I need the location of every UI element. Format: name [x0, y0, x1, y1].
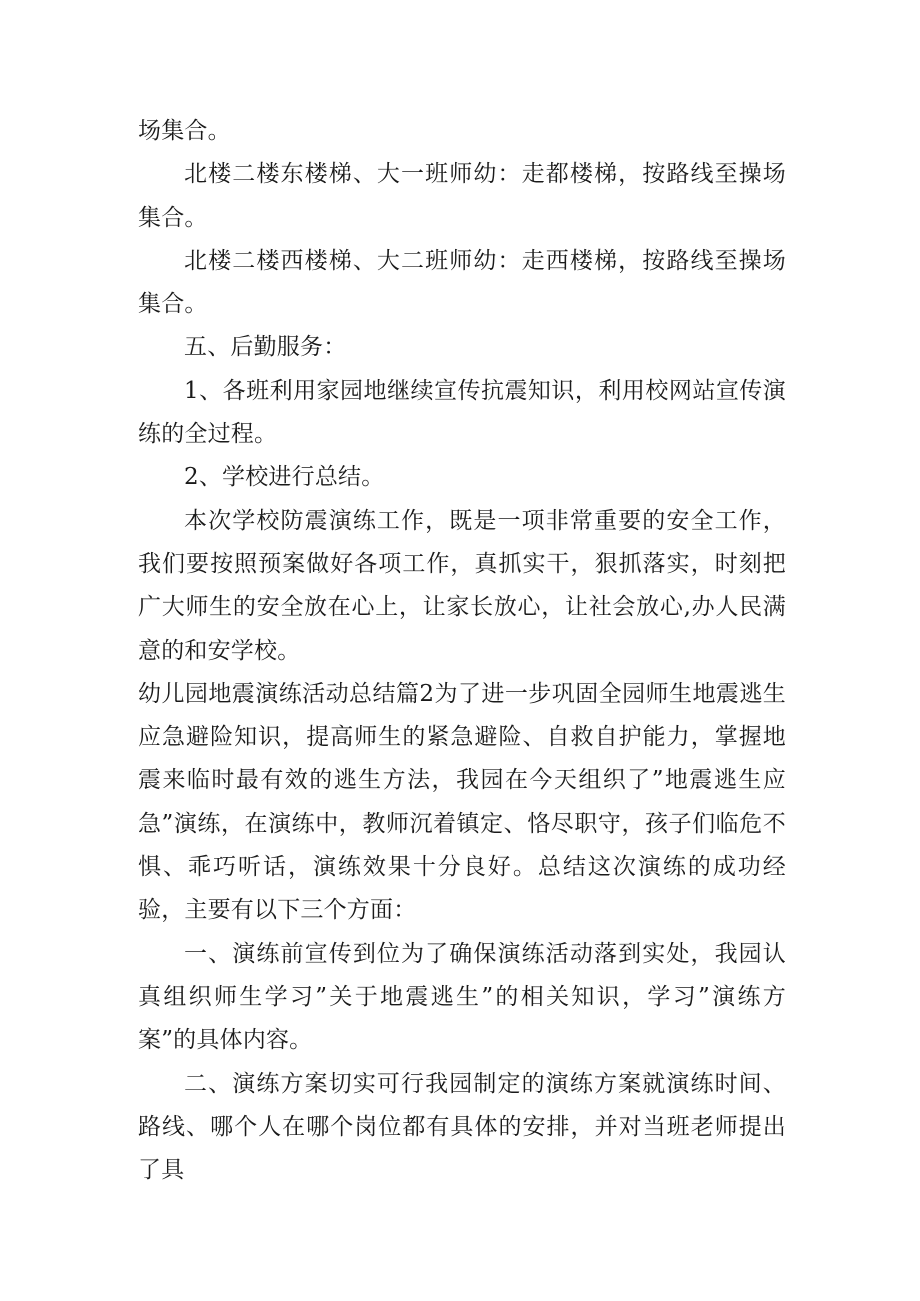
- document-body: [138, 110, 786, 1192]
- paragraph-point-1: 一、演练前宣传到位为了确保演练活动落到实处，我园认真组织师生学习”关于地震逃生”的相关知识，学习”演练方案”的具体内容。: [138, 940, 786, 1054]
- paragraph-logistics-item-1: 1、各班利用家园地继续宣传抗震知识，利用校网站宣传演练的全过程。: [138, 377, 786, 448]
- paragraph-north-east-stairs: 北楼二楼东楼梯、大一班师幼：走都楼梯，按路线至操场集合。: [138, 161, 786, 231]
- paragraph-assembly-end: 场集合。: [138, 118, 231, 144]
- paragraph-north-west-stairs: 北楼二楼西楼梯、大二班师幼：走西楼梯，按路线至操场集合。: [138, 247, 786, 318]
- paragraph-point-2: 二、演练方案切实可行我园制定的演练方案就演练时间、路线、哪个人在哪个岗位都有具体的安排，并对当班老师提出了具: [138, 1070, 786, 1184]
- paragraph-summary-part-2: 幼儿园地震演练活动总结篇2为了进一步巩固全园师生地震逃生应急避险知识，提高师生的紧急避险、自救自护能力，掌握地震来临时最有效的逃生方法，我园在今天组织了”地震逃生应急”演练，在演练中，教师沉着镇定、恪尽职守，孩子们临危不惧、乖巧听话，演练效果十分良好。总结这次演练的成功经验，主要有以下三个方面：: [138, 680, 786, 924]
- section-heading-logistics: 五、后勤服务：: [184, 334, 347, 361]
- paragraph-logistics-item-2: 2、学校进行总结。: [184, 464, 385, 491]
- paragraph-conclusion: 本次学校防震演练工作，既是一项非常重要的安全工作，我们要按照预案做好各项工作，真抓实干，狠抓落实，时刻把广大师生的安全放在心上，让家长放心，让社会放心,办人民满意的和安学校。: [138, 507, 786, 664]
